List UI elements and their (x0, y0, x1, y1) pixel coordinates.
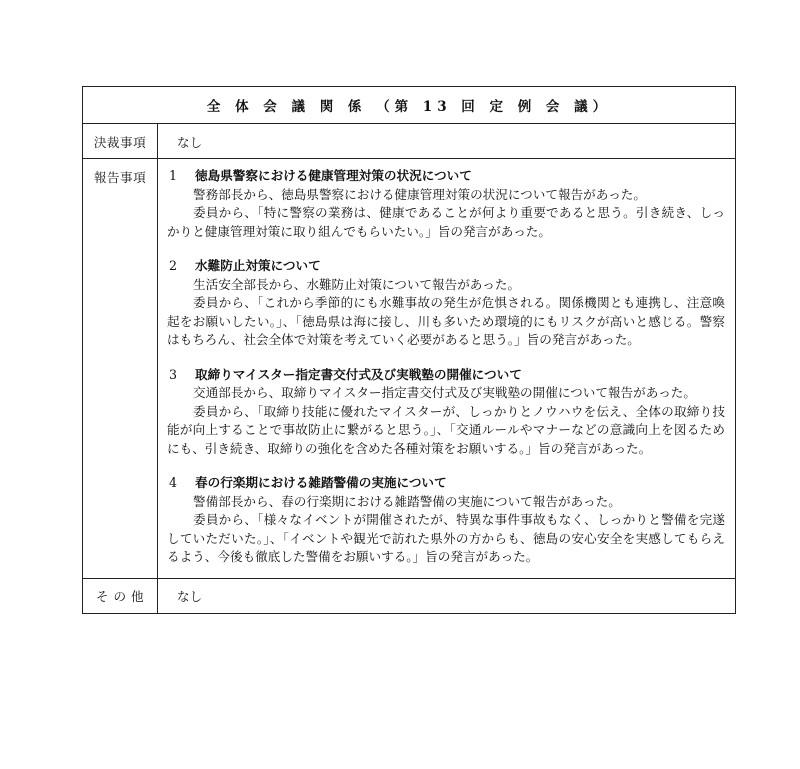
report-item (167, 474, 725, 567)
other-row (83, 578, 736, 613)
report-item-number: 1 (169, 168, 178, 183)
report-row (83, 159, 736, 579)
report-item-heading (167, 474, 725, 493)
report-item-paragraph: 交通部長から、取締りマイスター指定書交付式及び実戦塾の開催について報告があった。 (193, 385, 696, 400)
other-value: なし (158, 578, 736, 613)
report-item-paragraph: 生活安全部長から、水難防止対策について報告があった。 (193, 276, 521, 292)
report-item (167, 167, 725, 241)
report-item (167, 366, 725, 459)
report-item-number: 4 (169, 475, 178, 490)
report-item-paragraph: 委員から、「取締り技能に優れたマイスターが、しっかりとノウハウを伝え、全体の取締り技能が向上することで事故防止に繋がると思う。」、「交通ルールやマナーなどの意識向上を図るためにも、引き続き、取締りの強化を含めた各種対策をお願いする。」旨の発言があった。 (167, 403, 725, 456)
report-item-paragraph: 委員から、「これから季節的にも水難事故の発生が危惧される。関係機関とも連携し、注意喚起をお願いしたい。」、「徳島県は海に接し、川も多いため環境的にもリスクが高いと感じる。警察はもちろん、社会全体で対策を考えていく必要があると思う。」旨の発言があった。 (167, 295, 725, 347)
decision-label: 決裁事項 (83, 124, 158, 159)
report-item-title: 徳島県警察における健康管理対策の状況について (195, 168, 472, 183)
report-item-number: 3 (169, 366, 178, 382)
report-item-heading (167, 257, 725, 276)
meeting-report-table (82, 86, 736, 614)
decision-row (83, 124, 736, 159)
report-item-heading (167, 366, 725, 385)
report-item-heading (167, 167, 725, 186)
decision-value: なし (158, 124, 736, 159)
document-title: 全 体 会 議 関 係 （第 13 回 定 例 会 議） (83, 87, 736, 124)
report-item-title: 取締りマイスター指定書交付式及び実戦塾の開催について (195, 366, 522, 382)
report-item-title: 水難防止対策について (195, 258, 321, 273)
report-item-paragraph: 警備部長から、春の行楽期における雑踏警備の実施について報告があった。 (193, 493, 621, 509)
report-items (158, 159, 736, 579)
report-label: 報告事項 (83, 159, 158, 579)
report-item-title: 春の行楽期における雑踏警備の実施について (195, 475, 447, 490)
report-item-paragraph: 警務部長から、徳島県警察における健康管理対策の状況について報告があった。 (193, 186, 646, 202)
other-label: そ の 他 (83, 578, 158, 613)
report-item-paragraph: 委員から、「様々なイベントが開催されたが、特異な事件事故もなく、しっかりと警備を完遂していただいた。」、「イベントや観光で訪れた県外の方からも、徳島の安心安全を実感してもらえるよう、今後も徹底した警備をお願いする。」旨の発言があった。 (167, 512, 725, 564)
report-item (167, 257, 725, 350)
report-item-paragraph: 委員から、「特に警察の業務は、健康であることが何より重要であると思う。引き続き、しっかりと健康管理対策に取り組んでもらいたい。」旨の発言があった。 (167, 205, 725, 239)
report-item-number: 2 (169, 258, 178, 273)
